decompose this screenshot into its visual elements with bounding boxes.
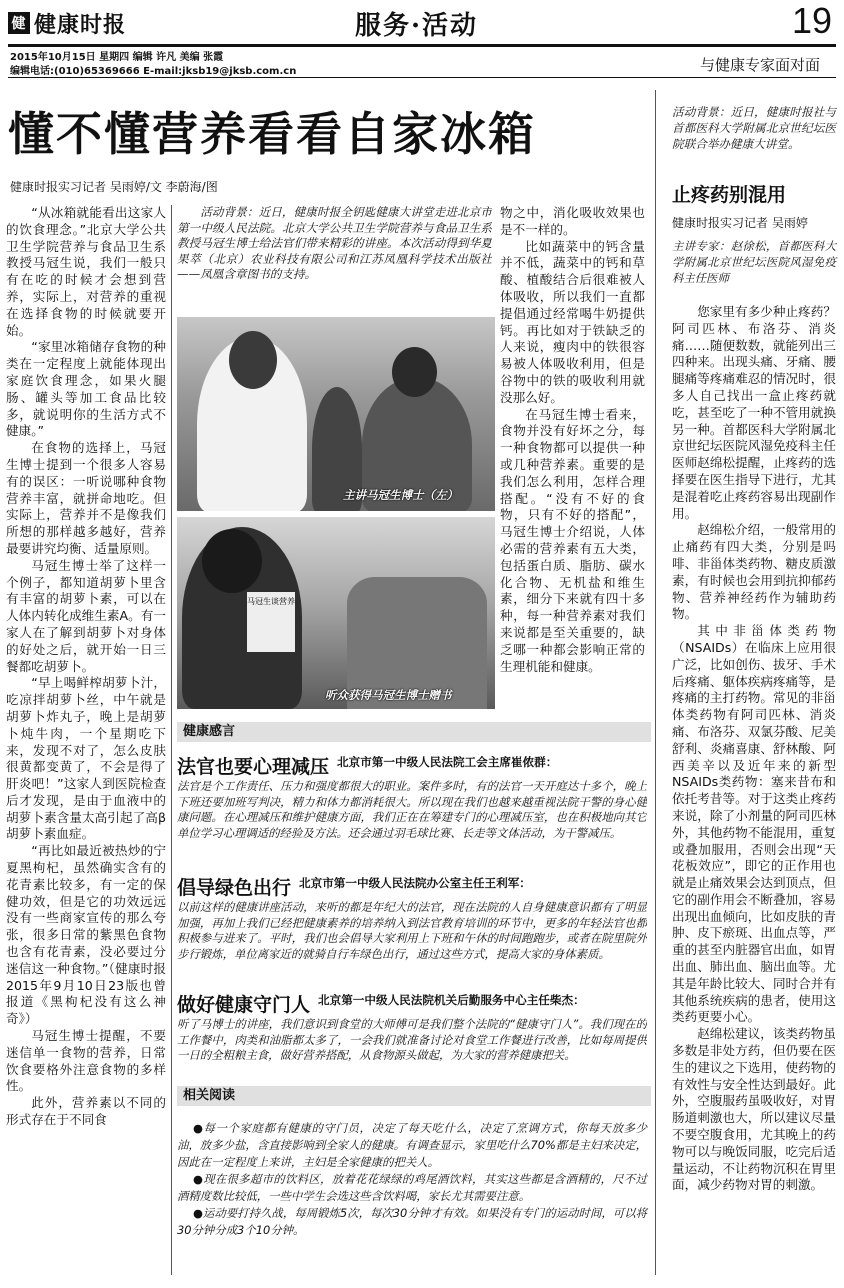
masthead-rule-thin <box>8 77 836 78</box>
article-column-1 <box>6 205 166 1277</box>
photo-caption: 主讲马冠生博士（左） <box>343 488 458 502</box>
paragraph: 此外，营养素以不同的形式存在于不同食 <box>6 1095 166 1128</box>
related-item: ●每一个家庭都有健康的守门员，决定了每天吃什么，决定了烹调方式，你每天放多少油，放多少盐，含直接影响到全家人的健康。有调查显示，家里吃什么70%都是主妇来决定，因此在一定程度上来讲，主妇是全家健康的把关人。 <box>177 1121 647 1169</box>
section-title: 服务·活动 <box>355 11 479 41</box>
health-item-title: 倡导绿色出行 <box>177 877 292 899</box>
masthead-rule <box>8 44 836 47</box>
paragraph: 物之中，消化吸收效果也是不一样的。 <box>500 205 645 237</box>
related-item: ●运动要打持久战，每周锻炼5次，每次30分钟才有效。如果没有专门的运动时间，可以将30分钟分成3个10分钟。 <box>177 1206 647 1237</box>
paragraph: 比如蔬菜中的钙含量并不低，蔬菜中的钙和草酸、植酸结合后很难被人体吸收，所以我们一直都提倡通过经常喝牛奶提供钙。再比如对于铁缺乏的人来说，瘦肉中的铁很容易被人体吸收利用，但是谷物中的铁的吸收利用就没那么好。 <box>500 238 645 405</box>
photo-figure-head-2 <box>392 347 437 397</box>
article-column-3 <box>500 205 645 715</box>
health-item-body: 法官是个工作责任、压力和强度都很大的职业。案件多时，有的法官一天开庭达十多个，晚上下班还要加班写判决，精力和体力都消耗很大。所以现在我们也越来越重视法院干警的身心健康问题。在心理减压和维护健康方面，我们正在在筹建专门的心理减压室，也在积极地向其它单位学习心理调适的经验及方法。还会通过羽毛球比赛、长走等文体活动，为干警减压。 <box>177 779 647 840</box>
related-box-header: 相关阅读 <box>177 1086 651 1106</box>
right-article-body <box>672 304 836 1276</box>
photo-figure-head <box>202 529 262 593</box>
date-editor-line: 2015年10月15日 星期四 编辑 许凡 美编 张霞 <box>10 52 224 63</box>
newspaper-logo-mark-icon: 健 <box>8 12 30 34</box>
paragraph: “再比如最近被热炒的宁夏黑枸杞，虽然确实含有的花青素比较多，有一定的保健功效，但是它的功效远远没有一些商家宣传的那么夸张，很多日常的紫黑色食物也含有花青素，没必要过分迷信这一种食物。”（健康时报2015年9月10日23版也曾报道《黑枸杞没有这么神奇》） <box>6 843 166 1027</box>
headline: 懂不懂营养看看自家冰箱 <box>8 107 536 161</box>
related-item: ●现在很多超市的饮料区，放着花花绿绿的鸡尾酒饮料，其实这些都是含酒精的，尺不过酒精度数比较低，一些中学生会选这些含饮料喝，家长尤其需要注意。 <box>177 1172 647 1203</box>
health-box-header: 健康感言 <box>177 722 651 742</box>
paragraph: “早上喝鲜榨胡萝卜汁，吃凉拌胡萝卜丝，中午就是胡萝卜炸丸子，晚上是胡萝卜炖牛肉，一个星期吃下来，发现不对了，怎么皮肤很黄都变黄了，不会是得了肝炎吧！”这家人到医院检查后才发现，是由于血液中的胡萝卜素含量太高引起了高β胡萝卜素血症。 <box>6 675 166 842</box>
health-item-body: 听了马博士的讲座，我们意识到食堂的大师傅可是我们整个法院的“健康守门人”。我们现在的工作餐中，肉类和油脂都太多了，一会我们就准备讨论对食堂工作餐进行改善，比如每周提供一日的全粗粮主食，做好营养搭配，从食物源头做起，为大家的营养健康把关。 <box>177 1017 647 1063</box>
health-item-body: 以前这样的健康讲座活动，来听的都是年纪大的法官，现在法院的人自身健康意识都有了明显加强，再加上我们已经把健康素养的培养纳入到法官教育培训的环节中，更多的年轻法官也都积极参与进来了。平时，我们也会倡导大家利用上下班和午休的时间跑跑步，或者在院里院外步行锻炼，单位离家近的就骑自行车绿色出行，通过这些方式，提高大家的身体素质。 <box>177 900 647 961</box>
event-background <box>177 205 492 313</box>
photo-figure-head <box>229 331 277 389</box>
health-item-2 <box>177 873 647 978</box>
photo-audience <box>177 517 495 709</box>
health-item-lead: 北京第一中级人民法院机关后勤服务中心主任柴杰： <box>318 993 585 1007</box>
health-item-title: 做好健康守门人 <box>177 994 311 1016</box>
right-article-byline: 健康时报实习记者 吴雨婷 <box>672 216 808 230</box>
health-item-lead: 北京市第一中级人民法院办公室主任王利军： <box>299 876 531 890</box>
paragraph: 赵绵松建议，该类药物虽多数是非处方药，但仍要在医生的建议之下选用，使药物的有效性与安全性达到最好。此外，空腹服药虽吸收好，对胃肠道刺激也大，所以建议尽量不要空腹食用，尤其晚上的药物可以与晚饭同服，吃完后适量运动，不让药物沉积在胃里面，减少药物对胃的刺激。 <box>672 1026 836 1193</box>
book-cover: 马冠生谈营养 <box>247 592 295 652</box>
paragraph: 马冠生博士举了这样一个例子，都知道胡萝卜里含有丰富的胡萝卜素，可以在人体内转化成维生素A。有一家人在了解到胡萝卜对身体的好处之后，就开始一日三餐都吃胡萝卜。 <box>6 557 166 674</box>
newspaper-logo-text: 健康时报 <box>34 11 127 38</box>
right-event-background: 活动背景：近日，健康时报社与首都医科大学附属北京世纪坛医院联合举办健康大讲堂。 <box>672 105 836 151</box>
paragraph: 马冠生博士提醒，不要迷信单一食物的营养，日常饮食要格外注意食物的多样性。 <box>6 1028 166 1094</box>
health-item-lead: 北京市第一中级人民法院工会主席崔侬群： <box>337 755 558 769</box>
photo-speaker <box>177 317 495 511</box>
newspaper-logo <box>8 6 158 40</box>
health-item-1 <box>177 752 647 849</box>
paragraph: 您家里有多少种止疼药？阿司匹林、布洛芬、消炎痛……随便数数，就能列出三四种来。出现头痛、牙痛、腰腿痛等疼痛难忍的情况时，很多人自己找出一盒止疼药就吃，甚至吃了一种不管用就换另一种。首都医科大学附属北京世纪坛医院风湿免疫科主任医师赵绵松提醒，止疼药的选择要在医生指导下进行，尤其是混着吃止疼药容易出现副作用。 <box>672 304 836 521</box>
paragraph: “从冰箱就能看出这家人的饮食理念。”北京大学公共卫生学院营养与食品卫生系教授马冠生说，我们一般只有在吃的时候才会想到营养，实际上，对营养的重视在选择食物的时候就要开始。 <box>6 205 166 338</box>
contact-line: 编辑电话:(010)65369666 E-mail:jksb19@jksb.com.cn <box>10 66 297 77</box>
page-number: 19 <box>792 0 833 41</box>
photo-caption: 听众获得马冠生博士赠书 <box>325 688 452 702</box>
column-divider <box>171 205 172 1275</box>
paragraph: 在马冠生博士看来，食物并没有好坏之分，每一种食物都可以提供一种或几种营养素。重要的是我们怎么利用，怎样合理搭配。“没有不好的食物，只有不好的搭配”，马冠生博士介绍说，人体必需的营养素有五大类，包括蛋白质、脂肪、碳水化合物、无机盐和维生素，细分下来就有四十多种，每一种营养素对我们来说都是至关重要的，缺乏哪一种都会影响正常的生理机能和健康。 <box>500 406 645 674</box>
page-tagline: 与健康专家面对面 <box>700 56 821 74</box>
paragraph: “家里冰箱储存食物的种类在一定程度上就能体现出家庭饮食理念，如果火腿肠、罐头等加工食品比较多，就说明你的生活方式不健康。” <box>6 339 166 439</box>
health-item-title: 法官也要心理减压 <box>177 756 330 778</box>
event-background-text: 活动背景：近日，健康时报全钥匙健康大讲堂走进北京市第一中级人民法院。北京大学公共卫生学院营养与食品卫生系教授马冠生博士给法官们带来精彩的讲座。本次活动得到华夏果萃（北京）农业科技有限公司和江苏凤凰科学技术出版社——凤凰含章图书的支持。 <box>177 205 492 281</box>
column-divider <box>655 90 656 1275</box>
paragraph: 其中非甾体类药物（NSAIDs）在临床上应用很广泛，比如创伤、拔牙、手术后疼痛、躯体疾病疼痛等，是疼痛的主打药物。常见的非甾体类药物有阿司匹林、消炎痛、布洛芬、双氯芬酸、尼美舒利、炎痛喜康、舒林酸、阿西美辛以及近年来的新型NSAIDs类药物：塞来昔布和依托考昔等。对于这类止疼药来说，除了小剂量的阿司匹林外，其他药物不能混用，重复或叠加服用，否则会出现“天花板效应”，即它的正作用也就是止痛效果会达到顶点，但它的副作用会不断叠加，容易出现出血倾向，比如皮肤的青肿、皮下瘀斑、出血点等，严重的甚至内脏器官出血，如胃出血、肺出血、脑出血等。尤其是年龄比较大、同时合并有其他系统疾病的患者，使用这类药更要小心。 <box>672 623 836 1025</box>
paragraph: 在食物的选择上，马冠生博士提到一个很多人容易有的误区：一听说哪种食物营养丰富，就拼命地吃。但实际上，营养并不是像我们所想的那样越多越好，营养最要讲究均衡、适量原则。 <box>6 440 166 556</box>
byline: 健康时报实习记者 吴雨婷/文 李蔚海/图 <box>10 180 218 194</box>
right-article-expert: 主讲专家：赵徐松，首都医科大学附属北京世纪坛医院风湿免疫科主任医师 <box>672 239 836 285</box>
health-item-3 <box>177 990 647 1081</box>
right-article-title: 止疼药别混用 <box>672 184 787 206</box>
paragraph: 赵绵松介绍，一般常用的止痛药有四大类，分别是吗啡、非甾体类药物、糖皮质激素，有时候也会用到抗抑郁药物、营养神经药作为辅助药物。 <box>672 522 836 622</box>
related-list <box>177 1120 647 1239</box>
